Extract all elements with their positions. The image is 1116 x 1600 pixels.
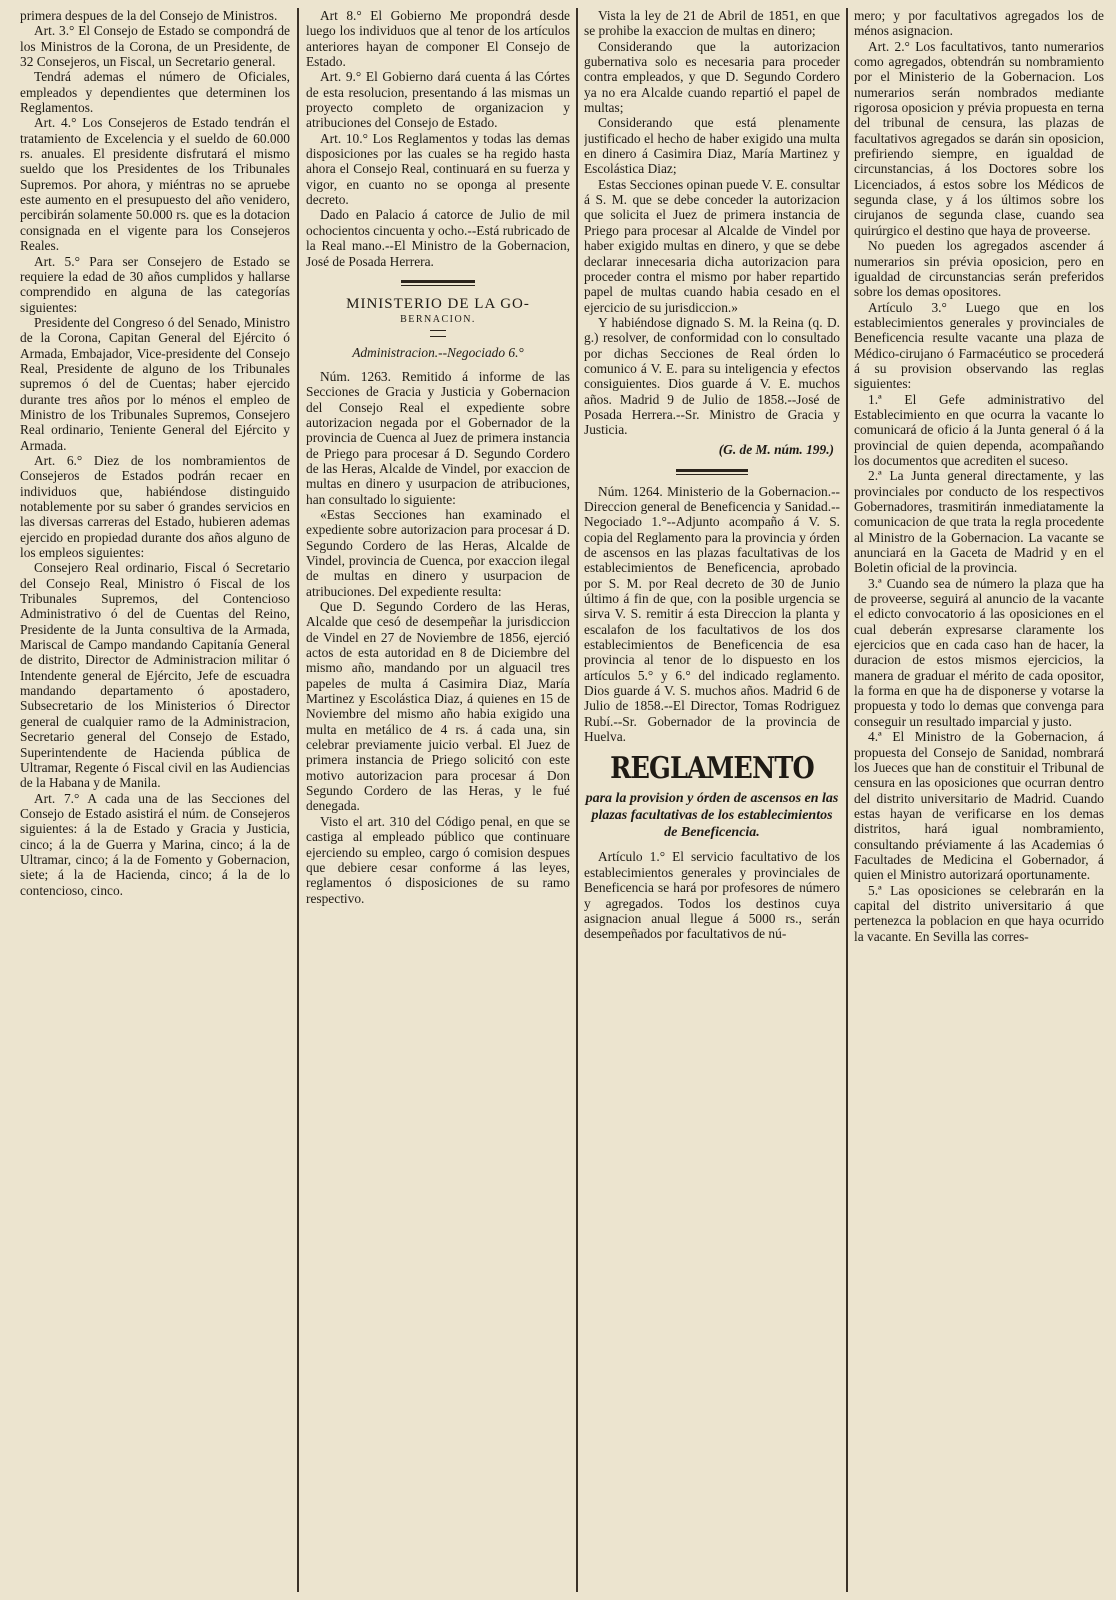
paragraph: Considerando que la autorizacion gubernativa solo es necesaria para proceder contra empleados, y que D. Segundo Cordero ya no era Alcalde cuando repartió el papel de multas; — [584, 38, 840, 116]
column-rule — [846, 8, 848, 1592]
paragraph: Art. 10.° Los Reglamentos y todas las demas disposiciones por las cuales se ha regido hasta ahora el Consejo Real, continuará en su fuerza y vigor, en cuanto no se oponga al presente decreto. — [306, 130, 570, 208]
paragraph: «Estas Secciones han examinado el expediente sobre autorizacion para procesar á D. Segundo Cordero de las Heras, Alcalde de Vindel, provincia de Cuenca, por exaccion ilegal de multas en dinero y usurpacion de atribuciones. Del expediente resulta: — [306, 506, 570, 599]
column-3 — [584, 8, 840, 1592]
paragraph: Art. 5.° Para ser Consejero de Estado se requiere la edad de 30 años cumplidos y hallarse comprendido en alguna de las categorías siguientes: — [20, 253, 290, 315]
section-separator — [584, 464, 840, 478]
paragraph: primera despues de la del Consejo de Ministros. — [20, 8, 278, 23]
section-subheading: Administracion.--Negociado 6.° — [352, 344, 524, 360]
paragraph: Considerando que está plenamente justificado el hecho de haber exigido una multa en dinero á Casimira Diaz, María Martinez y Escolástica Diaz; — [584, 115, 840, 177]
paragraph: Visto el art. 310 del Código penal, en que se castiga al empleado público que continuare ejerciendo su empleo, cargo ó comision despues que debiere cesar conforme á las leyes, reglamentos ó disposiciones de su ramo respectivo. — [306, 813, 570, 906]
paragraph: Artículo 3.° Luego que en los establecimientos generales y provinciales de Beneficencia resulte vacante una plaza de Médico-cirujano ó Farmacéutico se procederá á su provision observando las reglas siguientes: — [854, 299, 1104, 392]
paragraph: No pueden los agregados ascender á numerarios sin prévia oposicion, pero en igualdad de circunstancias serán preferidos sobre los demas opositores. — [854, 238, 1104, 300]
source-citation: (G. de M. núm. 199.) — [718, 441, 834, 457]
paragraph: Art. 6.° Diez de los nombramientos de Consejeros de Estados podrán recaer en individuos que, habiéndose distinguido notablemente por su saber ó grandes servicios en las diversas carreras del Estado, hubieren ademas ejercido en propiedad durante dos años alguno de los empleos siguientes: — [20, 452, 290, 561]
paragraph: Art 8.° El Gobierno Me propondrá desde luego los individuos que al tenor de los artículos anteriores hayan de componer El Consejo de Estado. — [306, 8, 570, 70]
column-2 — [306, 8, 570, 1592]
paragraph: Art. 4.° Los Consejeros de Estado tendrán el tratamiento de Excelencia y el sueldo de 60.000 rs. anuales. El presidente disfrutará el mismo sueldo que los Presidentes de los Tribunales Supremos. Por ahora, y miéntras no se apruebe este aumento en el presupuesto del año venidero, percibirán solamente 50.000 rs. que es la dotacion consignada en el vigente para los Consejeros Reales. — [20, 115, 290, 254]
reglamento-title: REGLAMENTO — [610, 751, 814, 787]
paragraph: 5.ª Las oposiciones se celebrarán en la capital del distrito universitario á que pertenezca la poblacion en que haya ocurrido la vacante. En Sevilla las corres- — [854, 882, 1104, 944]
paragraph: Presidente del Congreso ó del Senado, Ministro de la Corona, Capitan General del Ejército ó Armada, Embajador, Vice-presidente del Consejo Real, Presidente de alguno de los Tribunales supremos ó del de Cuentas; haber ejercido durante tres años por lo ménos el empleo de Ministro de los Tribunales Supremos, Consejero Real ordinario, Teniente General del Ejército y Armada. — [20, 314, 290, 453]
paragraph: 4.ª El Ministro de la Gobernacion, á propuesta del Consejo de Sanidad, nombrará los Jueces que han de constituir el Tribunal de censura en las oposiciones que ocurran dentro del distrito universitario de Madrid. Cuando estas hayan de verificarse en los demas distritos, hará igual nombramiento, consultando préviamente á las Academias ó Facultades de Medicina el Gobernador, á quien el Ministro autorizará oportunamente. — [854, 729, 1104, 883]
paragraph: Y habiéndose dignado S. M. la Reina (q. D. g.) resolver, de conformidad con lo consultado por dichas Secciones de Real órden lo comunico á V. E. para su inteligencia y efectos consiguientes. Dios guarde á V. E. muchos años. Madrid 9 de Julio de 1858.--José de Posada Herrera.--Sr. Ministro de Gracia y Justicia. — [584, 314, 840, 438]
column-4 — [854, 8, 1104, 1592]
reglamento-subtitle: para la provision y órden de ascensos en las plazas facultativas de los establecimientos de Beneficencia. — [585, 791, 839, 841]
paragraph: 2.ª La Junta general directamente, y las provinciales por conducto de los respectivos Gobernadores, trasmitirán inmediatamente la comunicacion de que trata la regla procedente al Ministro de la Gobernacion. La vacante se anunciará en la Gaceta de Madrid y en el Boletin oficial de la provincia. — [854, 468, 1104, 576]
paragraph: Artículo 1.° El servicio facultativo de los establecimientos generales y provinciales de Beneficencia se hará por profesores de número y agregados. Todos los destinos cuya asignacion anual llegue á 5000 rs., serán desempeñados por facultativos de nú- — [584, 849, 840, 942]
section-heading-continued: BERNACION. — [400, 313, 476, 325]
paragraph: Consejero Real ordinario, Fiscal ó Secretario del Consejo Real, Ministro ó Fiscal de los Tribunales Supremos, del Contencioso Administrativo ó del de Cuentas del Reino, Presidente de la Junta consultiva de la Armada, Mariscal de Campo mandando Capitanía General de distrito, Director de Administracion militar ó Intendente general de Ejército, Jefe de escuadra mandando departamento ó apostadero, Subsecretario de los Ministerios ó Director general de cualquier ramo de la Administracion, Secretario general del Consejo de Estado, Superintendente de Hacienda pública de Ultramar, Regente ó Fiscal civil en las Audiencias de la Habana y de Manila. — [20, 560, 290, 791]
paragraph: Art. 3.° El Consejo de Estado se compondrá de los Ministros de la Corona, de un Presidente, de 32 Consejeros, un Fiscal, un Secretario general. — [20, 23, 290, 70]
paragraph: mero; y por facultativos agregados los de ménos asignacion. — [854, 8, 1104, 39]
paragraph: Núm. 1263. Remitido á informe de las Secciones de Gracia y Justicia y Gobernacion del Consejo Real el expediente sobre autorizacion negada por el Gobernador de la provincia de Cuenca al Juez de primera instancia de Priego para procesar á D. Segundo Cordero de las Heras, Alcalde de Vindel, por exaccion de multas en dinero y usurpacion de atribuciones, han consultado lo siguiente: — [306, 368, 570, 507]
column-1 — [20, 8, 290, 1592]
paragraph: Núm. 1264. Ministerio de la Gobernacion.--Direccion general de Beneficencia y Sanidad.--Negociado 1.°--Adjunto acompaño á V. S. copia del Reglamento para la provincia y órden de ascensos en las plazas facultativas de los establecimientos de Beneficencia, aprobado por S. M. por Real decreto de 30 de Junio último á fin de que, con la posible urgencia se sirva V. S. remitir á esta Direccion la planta y escalafon de los facultativos de los dos establecimientos de Beneficencia de esa provincia al tenor de lo dispuesto en los artículos 5.° y 6.° del indicado reglamento. Dios guarde á V. S. muchos años. Madrid 6 de Julio de 1858.--El Director, Tomas Rodriguez Rubí.--Sr. Gobernador de la provincia de Huelva. — [584, 483, 840, 745]
section-heading: MINISTERIO DE LA GO- — [346, 295, 530, 312]
paragraph: Estas Secciones opinan puede V. E. consultar á S. M. que se debe conceder la autorizacion que solicita el Juez de primera instancia de Priego para procesar al Alcalde de Vindel por haber exigido multas en dinero, y que se debe declarar innecesaria dicha autorizacion para proceder contra el mismo por haber repartido papel de multas cuando habia cesado en el ejercicio de su jurisdiccion.» — [584, 176, 840, 315]
column-rule — [576, 8, 578, 1592]
paragraph: 1.ª El Gefe administrativo del Establecimiento en que ocurra la vacante lo comunicará de oficio á la Junta general ó á la provincial de quien dependa, acompañando los documentos que acrediten el suceso. — [854, 391, 1104, 468]
paragraph: Tendrá ademas el número de Oficiales, empleados y dependientes que determinen los Reglamentos. — [20, 69, 290, 116]
paragraph: Art. 2.° Los facultativos, tanto numerarios como agregados, obtendrán su nombramiento por el Ministerio de la Gobernacion. Los numerarios serán nombrados mediante rigorosa oposicion y prévia propuesta en terna del tribunal de censura, las plazas de facultativos agregados se darán sin oposicion, prefiriendo siempre, en igualdad de circunstancias, á los Doctores sobre los Licenciados, á estos sobre los Médicos de segunda clase, y á los últimos sobre los cirujanos de segunda clase, cuando sea quirúrgico el destino que haya de proveerse. — [854, 38, 1104, 238]
column-rule — [297, 8, 299, 1592]
paragraph: Art. 9.° El Gobierno dará cuenta á las Córtes de esta resolucion, presentando á las mismas un proyecto completo de organizacion y atribuciones del Consejo de Estado. — [306, 69, 570, 131]
paragraph: Vista la ley de 21 de Abril de 1851, en que se prohibe la exaccion de multas en dinero; — [584, 8, 840, 39]
double-rule — [430, 330, 446, 337]
paragraph: 3.ª Cuando sea de número la plaza que ha de proveerse, seguirá al anuncio de la vacante el edicto convocatorio á las oposiciones en el cual deberán expresarse claramente los ejercicios que en cada caso han de hacer, la duracion de estos mismos ejercicios, la manera de graduar el mérito de cada opositor, la forma en que ha de disponerse y votarse la propuesta y todo lo demas que convenga para conseguir un resultado imparcial y justo. — [854, 575, 1104, 729]
paragraph: Art. 7.° A cada una de las Secciones del Consejo de Estado asistirá el núm. de Consejeros siguientes: á la de Estado y Gracia y Justicia, cinco; á la de Guerra y Marina, cinco; á la de Ultramar, cinco; á la de Fomento y Gobernacion, siete; á la de Hacienda, cinco; á la de lo contencioso, cinco. — [20, 790, 290, 898]
section-separator — [306, 275, 570, 289]
paragraph: Que D. Segundo Cordero de las Heras, Alcalde que cesó de desempeñar la jurisdiccion de Vindel en 27 de Noviembre de 1856, ejerció actos de esta autoridad en 8 de Diciembre del mismo año, mandando por un alguacil tres papeles de multa á Casimira Diaz, María Martinez y Escolástica Diaz, á quienes en 15 de Noviembre del mismo año habia exigido una multa en metálico de 4 rs. á cada una, sin celebrar previamente juicio verbal. El Juez de primera instancia de Priego solicitó con este motivo autorizacion para procesar á Don Segundo Cordero de las Heras, y le fué denegada. — [306, 599, 570, 814]
paragraph: Dado en Palacio á catorce de Julio de mil ochocientos cincuenta y ocho.--Está rubricado de la Real mano.--El Ministro de la Gobernacion, José de Posada Herrera. — [306, 207, 570, 269]
